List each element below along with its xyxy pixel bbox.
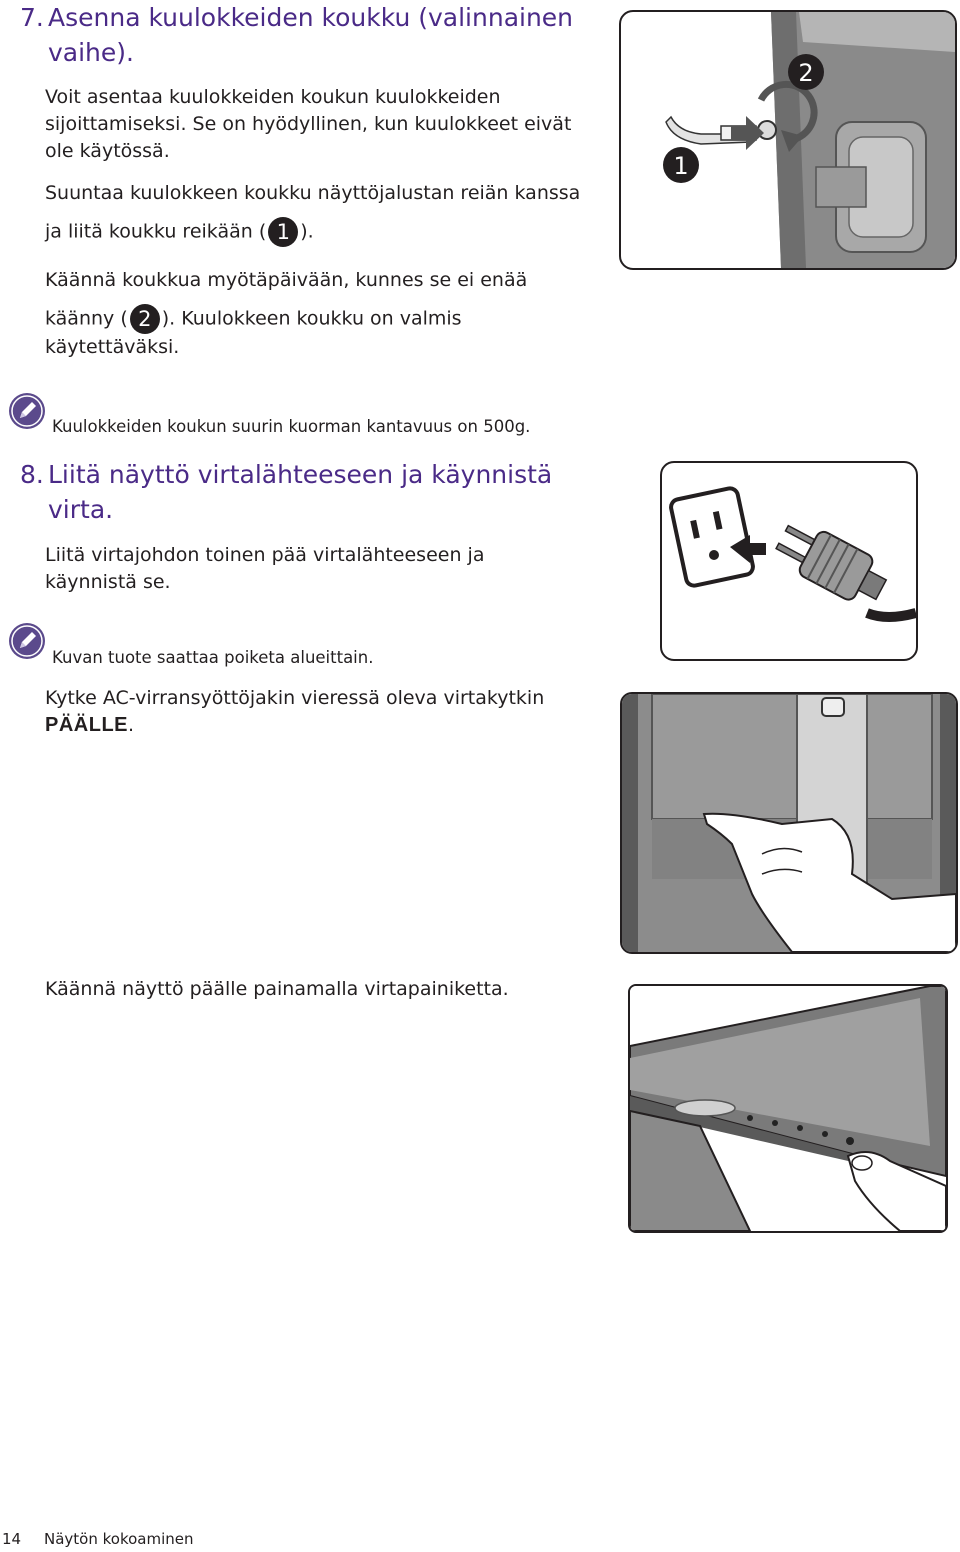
text-line: käynnistä se. [45,571,171,593]
text-line: Voit asentaa kuulokkeiden koukun kuulokkeiden [45,86,501,108]
text-line: Suuntaa kuulokkeen koukku näyttöjalustan reiän kanssa [45,182,581,204]
step8-paragraph-2 [45,685,605,739]
section-title: Näytön kokoaminen [44,1530,194,1548]
text-line [45,712,605,739]
plug-drawing [662,463,916,659]
power-button-illustration [628,984,948,1233]
step7-paragraph-2 [45,180,605,247]
step7-paragraph-1 [45,84,585,165]
step8-paragraph-3: Käännä näyttö päälle painamalla virtapainiketta. [45,978,509,1000]
note-text-2: Kuvan tuote saattaa poiketa alueittain. [52,648,374,667]
step8-paragraph-1 [45,542,605,596]
step7-title-line2: vaihe). [48,38,134,67]
step7-title-line1: Asenna kuulokkeiden koukku (valinnainen [48,3,574,32]
text-line: Liitä virtajohdon toinen pää virtalähteeseen ja [45,544,485,566]
text-line [45,304,605,334]
headphone-hook-illustration [619,10,957,270]
page-number: 14 [2,1530,22,1548]
note-text-1: Kuulokkeiden koukun suurin kuorman kantavuus on 500g. [52,417,531,436]
power-plug-illustration [660,461,918,661]
text-fragment: ). Kuulokkeen koukku on valmis [161,307,462,330]
text-line: Käännä koukkua myötäpäivään, kunnes se ei enää [45,269,528,291]
text-line: Kytke AC-virransyöttöjakin vieressä oleva virtakytkin [45,687,545,709]
text-line: käytettäväksi. [45,336,180,358]
monitor-drawing [630,986,946,1231]
step7-number: 7. [20,3,44,32]
figure-label-2: 2 [798,59,814,87]
step7-paragraph-3 [45,267,605,361]
step-badge-1: 1 [268,217,298,247]
step-badge-2: 2 [130,304,160,334]
step7-heading [20,0,588,70]
text-fragment: . [128,714,135,736]
pencil-icon [8,392,46,430]
step8-title-line1: Liitä näyttö virtalähteeseen ja käynnistä [48,460,553,489]
text-fragment: ). [300,220,314,243]
step8-heading [20,457,608,527]
power-switch-illustration [620,692,958,954]
pencil-icon [8,622,46,660]
text-fragment: ja liitä koukku reikään ( [45,220,267,243]
step8-title-line2: virta. [48,495,114,524]
note-icon [8,622,46,664]
figure-label-1: 1 [673,152,689,180]
text-line: sijoittamiseksi. Se on hyödyllinen, kun kuulokkeet eivät [45,113,572,135]
power-on-label: PÄÄLLE [45,714,128,736]
text-line: ole käytössä. [45,140,170,162]
step8-number: 8. [20,460,44,489]
text-fragment: käänny ( [45,307,128,330]
text-line [45,217,605,247]
note-icon [8,392,46,434]
hook-drawing [621,12,955,268]
switch-drawing [622,694,956,952]
